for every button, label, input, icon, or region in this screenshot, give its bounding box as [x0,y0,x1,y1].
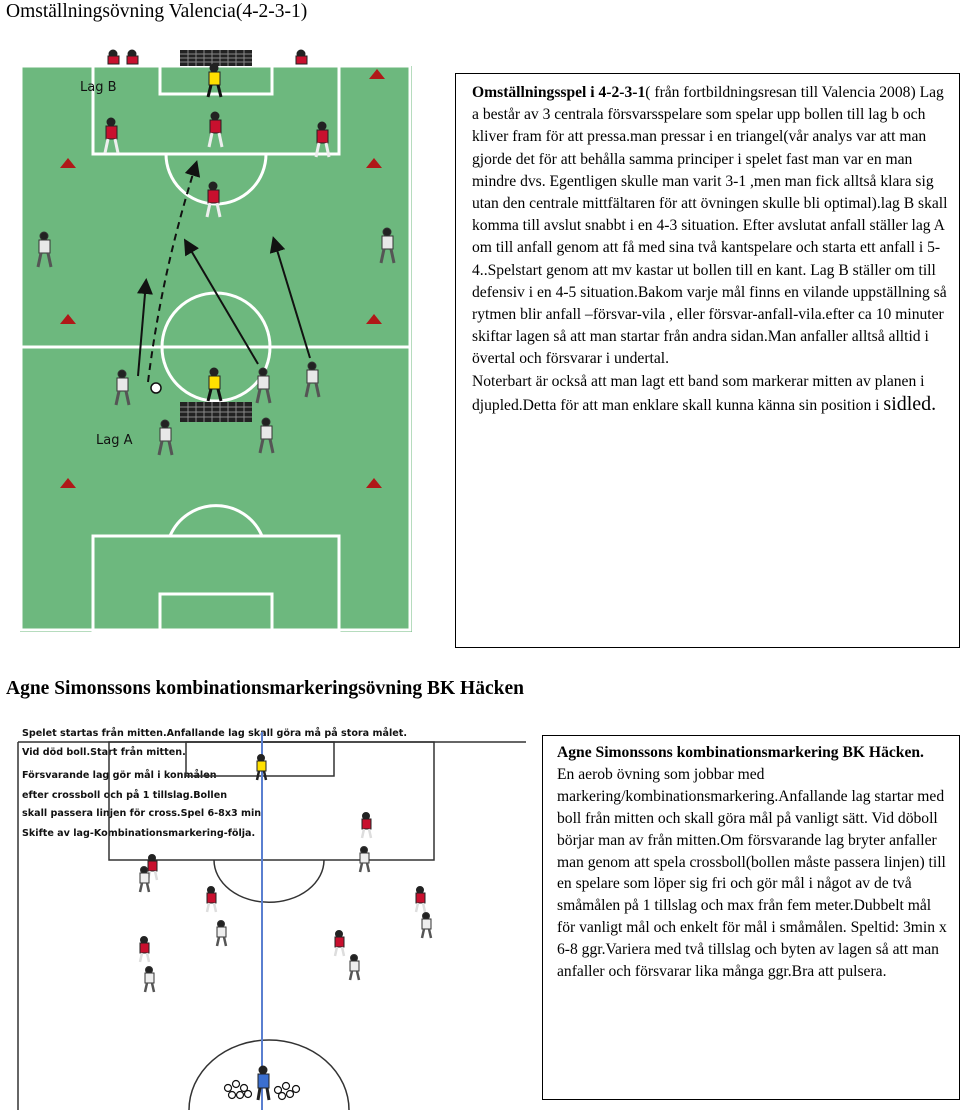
player-red [127,50,138,64]
pitch-diagram-hacken [14,718,530,1112]
description-text [557,742,951,983]
description-note [472,371,949,417]
ball [151,383,161,393]
pitch-diagram-valencia [20,46,412,634]
pitch-surface [20,66,412,632]
center-goal [180,402,252,422]
player-red [108,50,119,64]
instruction-line: Försvarande lag gör mål i konmålen [22,770,217,781]
team-a-label: Lag A [96,433,133,448]
instruction-line: Vid död boll.Start från mitten. [22,747,186,758]
description-text [472,82,949,371]
note-emphasis: sidled. [883,392,937,415]
section-heading-hacken: Agne Simonssons kombinationsmarkeringsövning BK Häcken [6,678,524,699]
description-body: En aerob övning som jobbar med markering/kombinationsmarkering.Anfallande lag startar med boll från mitten och skall göra mål på vanligt sätt. Vid döboll börjar man av från mitten.Om försvarande lag bryter anfaller man genom att spela crossboll(bollen måste passera linjen) till en spelare som löper sig fri och gör mål i något av de två småmålen på 1 tillslag och max från fem meter.Dubbelt mål för vanligt mål och enkelt för mål i småmålen. Speltid: 3min x 6-8 ggr.Variera med två tillslag och byten av lagen så att man anfaller och försvarar lika många ggr.Bra att pulsera. [557,765,947,981]
top-goal [180,50,252,66]
description-title: Agne Simonssons kombinationsmarkering BK Häcken. [557,744,924,761]
description-box-hacken [542,735,960,1100]
section-heading-valencia: Omställningsövning Valencia(4-2-3-1) [6,1,308,22]
description-title-rest: ( från fortbildningsresan till Valencia 2008) [645,84,916,101]
description-body: Lag a består av 3 centrala försvarsspelare som spelar upp bollen till lag b och kliver fram för att pressa.man pressar i en triangel(vår analys var att man gjorde det för att behålla samma principer i spelet fast man var en man mindre dvs. Egentligen skulle man varit 3-1 ,men man fick alltså klara sig utan den centrale mittfältaren för att övningen skulle bli optimal).lag B skall komma till avslut snabbt i en 4-3 situation. Efter avslutat anfall ställer lag A om till anfall genom att få med sina två kantspelare och starta ett anfall i 5-4..Spelstart genom att mv kastar ut bollen till en kant. Lag B ställer om till defensiv i en 4-5 situation.Bakom varje mål finns en vilande uppställning så rytmen blir anfall –försvar-vila , eller försvar-anfall-vila.efter ca 10 minuter skiftar lagen så att man startar från andra sidan.Man anfaller alltså alltid i övertal och försvarar i undertal. [472,84,948,368]
instruction-line: skall passera linjen för cross.Spel 6-8x3 min [22,808,262,819]
description-box-valencia [455,73,960,648]
player-red [296,50,307,64]
instruction-line: efter crossboll och på 1 tillslag.Bollen [22,790,228,801]
instruction-line: Spelet startas från mitten.Anfallande lag skall göra må på stora målet. [22,728,407,739]
instruction-line: Skifte av lag-Kombinationsmarkering-följa. [22,828,256,839]
note-main: Noterbart är också att man lagt ett band som markerar mitten av planen i djupled.Detta för att man enklare skall kunna känna sin position i [472,372,925,414]
team-b-label: Lag B [80,80,117,95]
description-title: Omställningsspel i 4-2-3-1 [472,84,646,101]
